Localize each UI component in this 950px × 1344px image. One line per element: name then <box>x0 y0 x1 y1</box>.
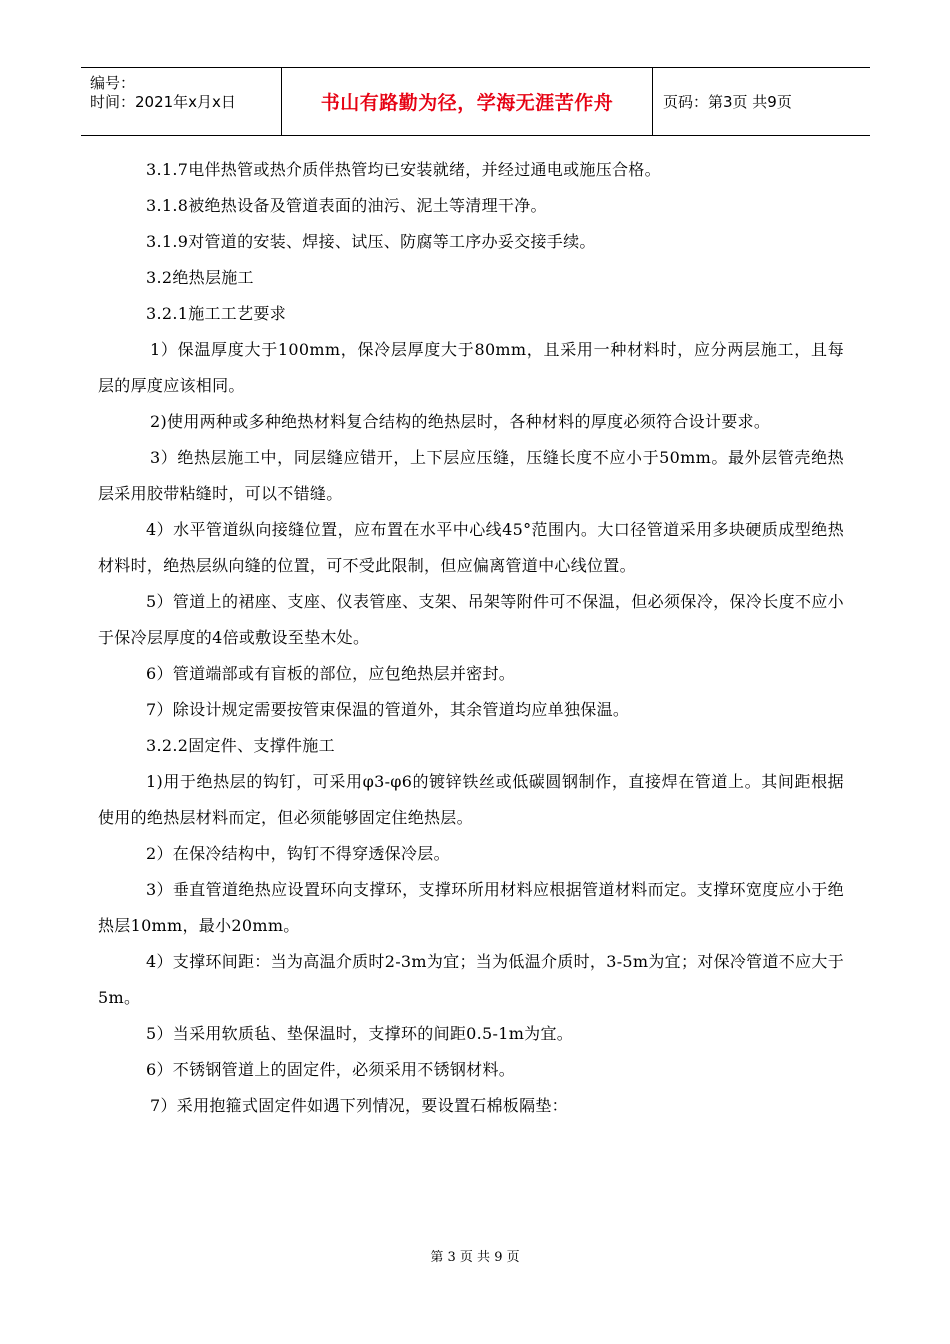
body-paragraph: 3.2.2固定件、支撑件施工 <box>146 736 335 755</box>
header-info-cell <box>81 68 282 135</box>
body-paragraph: 1）保温厚度大于100mm，保冷层厚度大于80mm，且采用一种材料时，应分两层施工，且每层的厚度应该相同。 <box>98 340 844 395</box>
body-paragraph: 4）水平管道纵向接缝位置，应布置在水平中心线45°范围内。大口径管道采用多块硬质成型绝热材料时，绝热层纵向缝的位置，可不受此限制，但应偏离管道中心线位置。 <box>98 520 844 575</box>
body-paragraph: 7）采用抱箍式固定件如遇下列情况，要设置石棉板隔垫： <box>150 1096 568 1115</box>
body-paragraph: 7）除设计规定需要按管束保温的管道外，其余管道均应单独保温。 <box>146 700 630 719</box>
body-paragraph: 1)用于绝热层的钩钉，可采用φ3-φ6的镀锌铁丝或低碳圆钢制作，直接焊在管道上。其间距根据使用的绝热层材料而定，但必须能够固定住绝热层。 <box>98 772 844 827</box>
body-paragraph: 3.1.8被绝热设备及管道表面的油污、泥土等清理干净。 <box>146 196 547 215</box>
document-time-label: 时间：2021年x月x日 <box>90 93 236 111</box>
header-page-label: 页码：第3页 共9页 <box>663 93 792 111</box>
body-paragraph: 6）不锈钢管道上的固定件，必须采用不锈钢材料。 <box>146 1060 516 1079</box>
document-body <box>98 152 844 1124</box>
body-paragraph: 4）支撑环间距：当为高温介质时2-3m为宜；当为低温介质时，3-5m为宜；对保冷管道不应大于5m。 <box>98 952 844 1007</box>
header-page-cell <box>653 68 870 135</box>
document-number-label: 编号： <box>90 74 136 92</box>
header-motto: 书山有路勤为径，学海无涯苦作舟 <box>320 92 614 114</box>
body-paragraph: 3.2绝热层施工 <box>146 268 254 287</box>
body-paragraph: 3.1.9对管道的安装、焊接、试压、防腐等工序办妥交接手续。 <box>146 232 596 251</box>
body-paragraph: 3）绝热层施工中，同层缝应错开，上下层应压缝，压缝长度不应小于50mm。最外层管壳绝热层采用胶带粘缝时，可以不错缝。 <box>98 448 844 503</box>
body-paragraph: 6）管道端部或有盲板的部位，应包绝热层并密封。 <box>146 664 516 683</box>
body-paragraph: 3）垂直管道绝热应设置环向支撑环，支撑环所用材料应根据管道材料而定。支撑环宽度应小于绝热层10mm，最小20mm。 <box>98 880 844 935</box>
body-paragraph: 2）在保冷结构中，钩钉不得穿透保冷层。 <box>146 844 450 863</box>
page-footer <box>0 1246 950 1265</box>
page-header <box>81 67 870 136</box>
body-paragraph: 3.1.7电伴热管或热介质伴热管均已安装就绪，并经过通电或施压合格。 <box>146 160 661 179</box>
body-paragraph: 3.2.1施工工艺要求 <box>146 304 287 323</box>
body-paragraph: 2)使用两种或多种绝热材料复合结构的绝热层时，各种材料的厚度必须符合设计要求。 <box>150 412 771 431</box>
header-motto-cell <box>282 68 653 135</box>
body-paragraph: 5）当采用软质毡、垫保温时，支撑环的间距0.5-1m为宜。 <box>146 1024 574 1043</box>
footer-page-number: 第 3 页 共 9 页 <box>430 1250 520 1265</box>
body-paragraph: 5）管道上的裙座、支座、仪表管座、支架、吊架等附件可不保温，但必须保冷，保冷长度不应小于保冷层厚度的4倍或敷设至垫木处。 <box>98 592 844 647</box>
